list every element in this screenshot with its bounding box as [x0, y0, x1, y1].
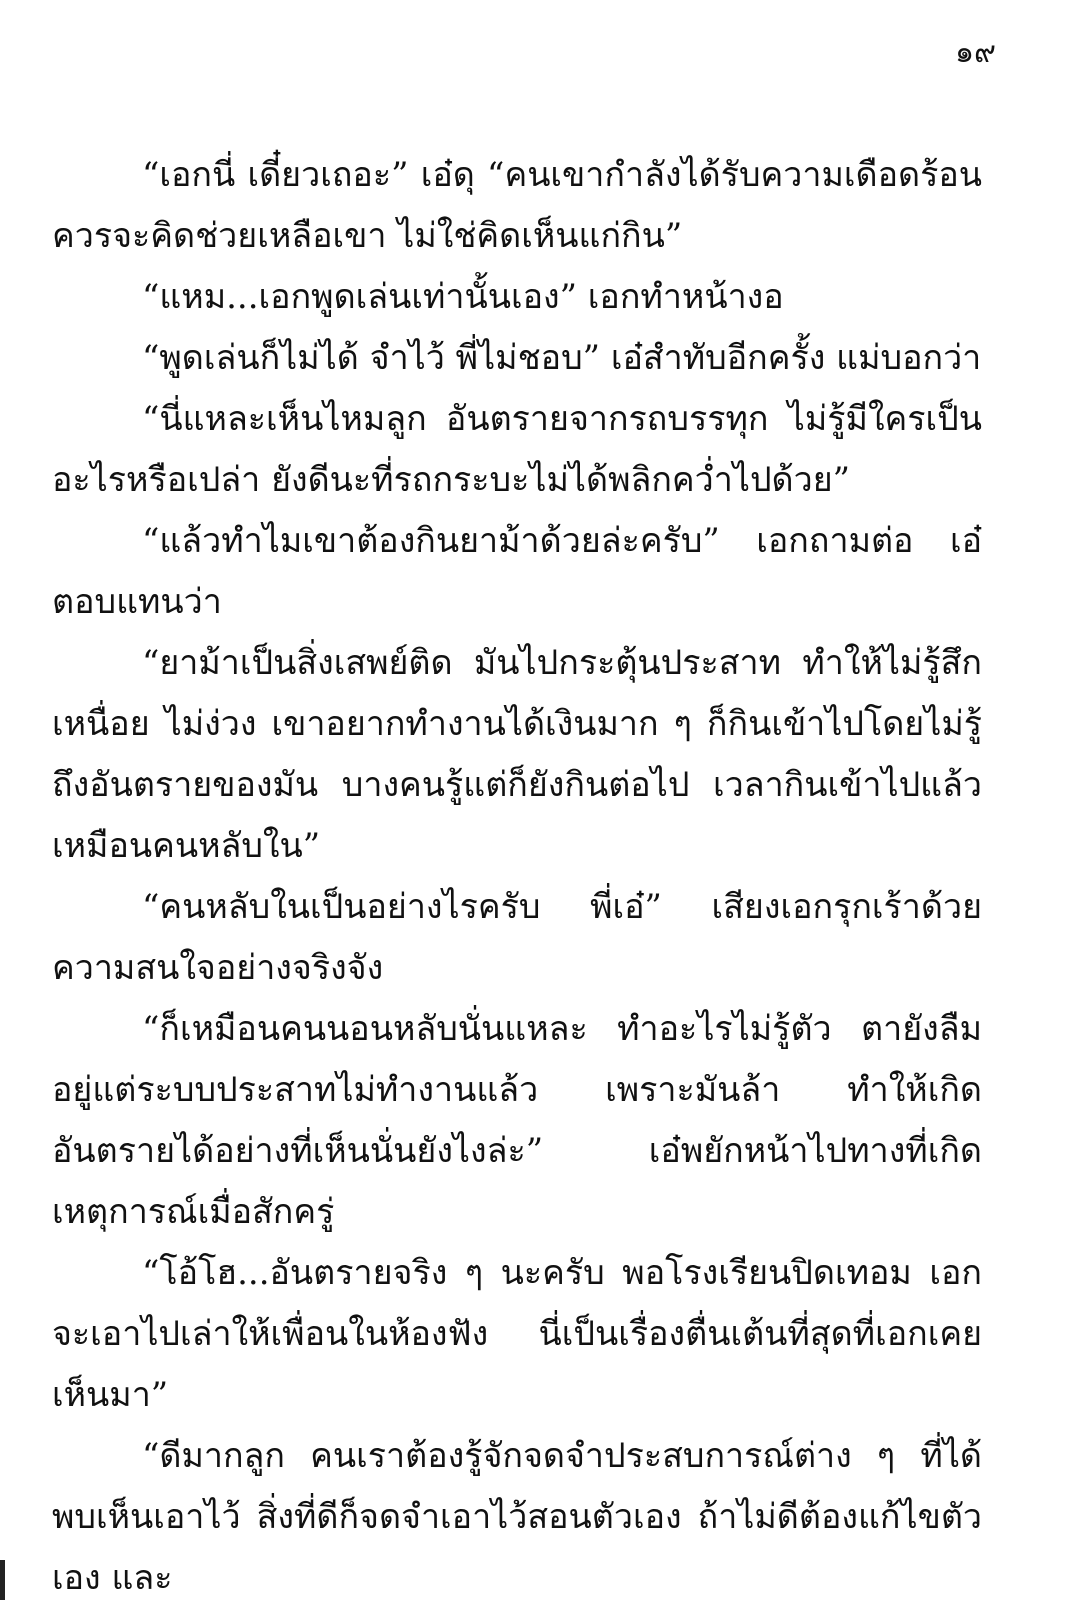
page-number: ๑๙	[954, 35, 996, 70]
paragraph-3: “พูดเล่นก็ไม่ได้ จำไว้ พี่ไม่ชอบ” เอ๋สำทับอีกครั้ง แม่บอกว่า	[142, 338, 982, 378]
paragraph-1: “เอกนี่ เดี๋ยวเถอะ” เอ๋ดุ “คนเขากำลังได้รับความเดือดร้อน ควรจะคิดช่วยเหลือเขา ไม่ใช่คิดเห็นแก่กิน”	[52, 155, 982, 256]
page-edge-mark	[0, 1560, 5, 1600]
paragraph-9: “โอ้โฮ...อันตรายจริง ๆ นะครับ พอโรงเรียนปิดเทอม เอกจะเอาไปเล่าให้เพื่อนในห้องฟัง นี่เป็นเรื่องตื่นเต้นที่สุดที่เอกเคยเห็นมา”	[52, 1253, 982, 1415]
paragraph-10: “ดีมากลูก คนเราต้องรู้จักจดจำประสบการณ์ต่าง ๆ ที่ได้พบเห็นเอาไว้ สิ่งที่ดีก็จดจำเอาไว้สอนตัวเอง ถ้าไม่ดีต้องแก้ไขตัวเอง และ	[52, 1436, 982, 1598]
paragraph-7: “คนหลับในเป็นอย่างไรครับ พี่เอ๋” เสียงเอกรุกเร้าด้วยความสนใจอย่างจริงจัง	[52, 887, 982, 988]
page-body	[52, 145, 982, 1609]
paragraph-8: “ก็เหมือนคนนอนหลับนั่นแหละ ทำอะไรไม่รู้ตัว ตายังลืมอยู่แต่ระบบประสาทไม่ทำงานแล้ว เพราะมันล้า ทำให้เกิดอันตรายได้อย่างที่เห็นนั่นยังไงล่ะ” เอ๋พยักหน้าไปทางที่เกิดเหตุการณ์เมื่อสักครู่	[52, 1009, 982, 1232]
paragraph-5: “แล้วทำไมเขาต้องกินยาม้าด้วยล่ะครับ” เอกถามต่อ เอ๋ตอบแทนว่า	[52, 521, 982, 622]
paragraph-6: “ยาม้าเป็นสิ่งเสพย์ติด มันไปกระตุ้นประสาท ทำให้ไม่รู้สึกเหนื่อย ไม่ง่วง เขาอยากทำงานได้เงินมาก ๆ ก็กินเข้าไปโดยไม่รู้ถึงอันตรายของมัน บางคนรู้แต่ก็ยังกินต่อไป เวลากินเข้าไปแล้วเหมือนคนหลับใน”	[52, 643, 982, 866]
paragraph-4: “นี่แหละเห็นไหมลูก อันตรายจากรถบรรทุก ไม่รู้มีใครเป็นอะไรหรือเปล่า ยังดีนะที่รถกระบะไม่ได้พลิกคว่ำไปด้วย”	[52, 399, 982, 500]
paragraph-2: “แหม...เอกพูดเล่นเท่านั้นเอง” เอกทำหน้างอ	[142, 277, 784, 317]
